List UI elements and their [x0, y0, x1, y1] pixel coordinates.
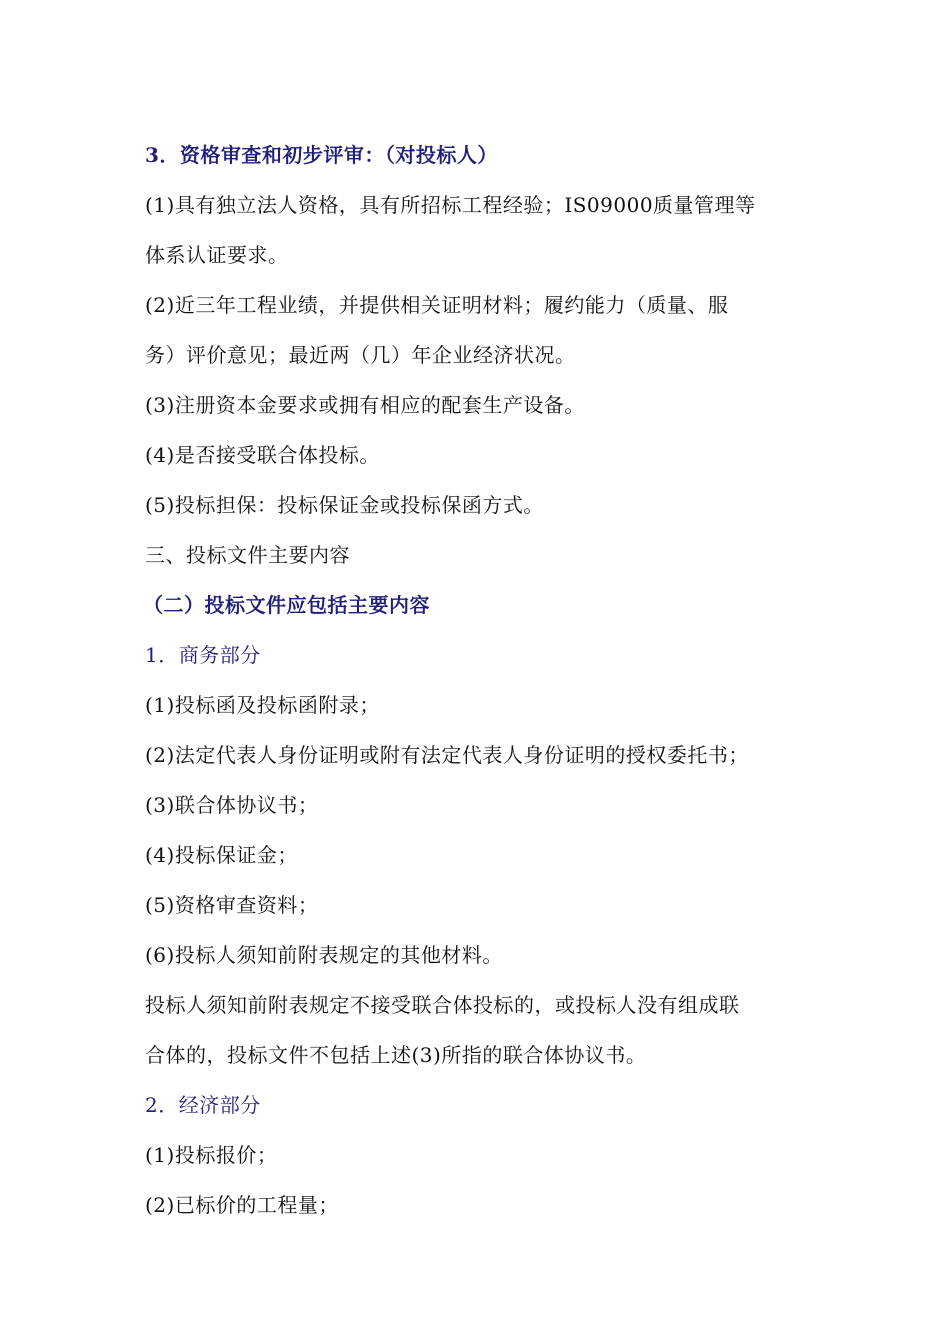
subsection-two-heading: （二）投标文件应包括主要内容	[143, 593, 430, 617]
qual-line-6: (4)是否接受联合体投标。	[145, 443, 380, 467]
business-line-1: (1)投标函及投标函附录；	[145, 693, 380, 717]
note-line-1: 投标人须知前附表规定不接受联合体投标的，或投标人没有组成联	[145, 993, 740, 1017]
qual-line-1: (1)具有独立法人资格，具有所招标工程经验；IS09000质量管理等	[145, 193, 756, 217]
part2-heading: 2．经济部分	[145, 1093, 261, 1117]
business-line-3: (3)联合体协议书；	[145, 793, 319, 817]
business-line-4: (4)投标保证金；	[145, 843, 298, 867]
section-three-title: 三、投标文件主要内容	[145, 543, 350, 567]
qual-line-2: 体系认证要求。	[145, 243, 289, 267]
business-line-5: (5)资格审查资料；	[145, 893, 319, 917]
qual-line-7: (5)投标担保：投标保证金或投标保函方式。	[145, 493, 544, 517]
note-line-2: 合体的，投标文件不包括上述(3)所指的联合体协议书。	[145, 1043, 647, 1067]
business-line-2: (2)法定代表人身份证明或附有法定代表人身份证明的授权委托书；	[145, 743, 749, 767]
document-page	[145, 130, 810, 1230]
qual-line-3: (2)近三年工程业绩，并提供相关证明材料；履约能力（质量、服	[145, 293, 729, 317]
economic-line-2: (2)已标价的工程量；	[145, 1193, 339, 1217]
business-line-6: (6)投标人须知前附表规定的其他材料。	[145, 943, 503, 967]
economic-line-1: (1)投标报价；	[145, 1143, 278, 1167]
qual-line-4: 务）评价意见；最近两（几）年企业经济状况。	[145, 343, 576, 367]
section3-heading: 3．资格审查和初步评审：（对投标人）	[145, 143, 498, 167]
part1-heading: 1．商务部分	[145, 643, 261, 667]
qual-line-5: (3)注册资本金要求或拥有相应的配套生产设备。	[145, 393, 585, 417]
